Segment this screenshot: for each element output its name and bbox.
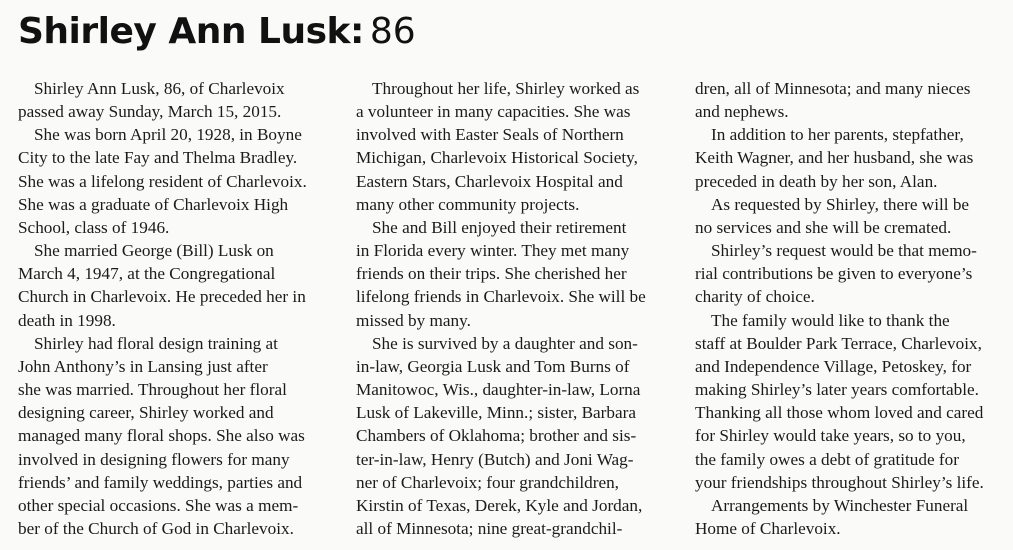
text-line: friends on their trips. She cherished her [356, 264, 627, 284]
text-line: the family owes a debt of gratitude for [695, 449, 959, 469]
text-line: managed many floral shops. She also was [18, 426, 305, 446]
text-line: a volunteer in many capacities. She was [356, 102, 631, 122]
text-line: in-law, Georgia Lusk and Tom Burns of [356, 356, 630, 376]
text-line: School, class of 1946. [18, 217, 170, 237]
text-line: Michigan, Charlevoix Historical Society, [356, 148, 638, 168]
paragraph [18, 239, 348, 332]
text-line: Shirley had floral design training at [34, 333, 278, 353]
text-column-1 [18, 77, 348, 540]
text-line: and Independence Village, Petoskey, for [695, 356, 972, 376]
text-line: and nephews. [695, 102, 789, 122]
text-line: She and Bill enjoyed their retirement [372, 217, 627, 237]
text-line: John Anthony’s in Lansing just after [18, 356, 268, 376]
text-line: She was a graduate of Charlevoix High [18, 194, 289, 214]
paragraph [695, 123, 1011, 192]
text-line: Keith Wagner, and her husband, she was [695, 148, 974, 168]
text-column-3 [695, 77, 1011, 540]
paragraph [18, 123, 348, 239]
paragraph [356, 332, 686, 540]
text-line: Shirley Ann Lusk, 86, of Charlevoix [34, 79, 285, 98]
text-line: designing career, Shirley worked and [18, 403, 274, 423]
text-line: The family would like to thank the [711, 310, 950, 330]
text-line: She is survived by a daughter and son- [372, 333, 638, 353]
text-line: involved in designing flowers for many [18, 449, 290, 469]
text-line: March 4, 1947, at the Congregational [18, 264, 276, 284]
text-line: Chambers of Oklahoma; brother and sis- [356, 426, 637, 446]
text-line: involved with Easter Seals of Northern [356, 125, 624, 145]
text-line: lifelong friends in Charlevoix. She will be [356, 287, 646, 307]
text-line: Arrangements by Winchester Funeral [711, 495, 969, 515]
text-line: other special occasions. She was a mem- [18, 495, 299, 515]
paragraph [18, 77, 348, 123]
text-line: in Florida every winter. They met many [356, 241, 630, 261]
text-line: missed by many. [356, 310, 471, 330]
text-line: ter-in-law, Henry (Butch) and Joni Wag- [356, 449, 634, 469]
text-line: death in 1998. [18, 310, 116, 330]
text-line: Eastern Stars, Charlevoix Hospital and [356, 171, 623, 191]
text-line: all of Minnesota; nine great-grandchil- [356, 518, 623, 538]
paragraph [695, 77, 1011, 123]
paragraph [695, 193, 1011, 239]
text-line: As requested by Shirley, there will be [711, 194, 970, 214]
text-line: for Shirley would take years, so to you, [695, 426, 966, 446]
headline-name: Shirley Ann Lusk: [18, 11, 364, 52]
paragraph [18, 332, 348, 540]
text-line: Lusk of Lakeville, Minn.; sister, Barbara [356, 403, 636, 423]
text-line: staff at Boulder Park Terrace, Charlevoix, [695, 333, 982, 353]
text-line: rial contributions be given to everyone’s [695, 264, 973, 284]
text-line: Kirstin of Texas, Derek, Kyle and Jordan, [356, 495, 643, 515]
text-line: charity of choice. [695, 287, 815, 307]
text-line: she was married. Throughout her floral [18, 380, 287, 400]
text-line: no services and she will be cremated. [695, 217, 952, 237]
text-line: She was born April 20, 1928, in Boyne [34, 125, 302, 145]
text-line: many other community projects. [356, 194, 580, 214]
headline [18, 10, 416, 54]
paragraph [695, 309, 1011, 494]
text-line: friends’ and family weddings, parties and [18, 472, 303, 492]
paragraph [356, 216, 686, 332]
text-line: ner of Charlevoix; four grandchildren, [356, 472, 619, 492]
text-line: City to the late Fay and Thelma Bradley. [18, 148, 298, 168]
text-line: She was a lifelong resident of Charlevoix. [18, 171, 307, 191]
text-line: Shirley’s request would be that memo- [711, 241, 977, 261]
text-line: Thanking all those whom loved and cared [695, 403, 984, 423]
paragraph [695, 494, 1011, 540]
text-line: Manitowoc, Wis., daughter-in-law, Lorna [356, 380, 641, 400]
text-line: dren, all of Minnesota; and many nieces [695, 79, 971, 98]
text-line: She married George (Bill) Lusk on [34, 241, 274, 261]
paragraph [695, 239, 1011, 308]
paragraph [356, 77, 686, 216]
text-line: Throughout her life, Shirley worked as [372, 79, 640, 98]
text-line: making Shirley’s later years comfortable. [695, 380, 979, 400]
text-column-2 [356, 77, 686, 540]
text-line: ber of the Church of God in Charlevoix. [18, 518, 294, 538]
text-line: In addition to her parents, stepfather, [711, 125, 964, 145]
text-line: Home of Charlevoix. [695, 518, 841, 538]
text-line: passed away Sunday, March 15, 2015. [18, 102, 282, 122]
headline-age: 86 [369, 11, 416, 52]
text-line: preceded in death by her son, Alan. [695, 171, 938, 191]
text-line: your friendships throughout Shirley’s life. [695, 472, 984, 492]
text-line: Church in Charlevoix. He preceded her in [18, 287, 306, 307]
